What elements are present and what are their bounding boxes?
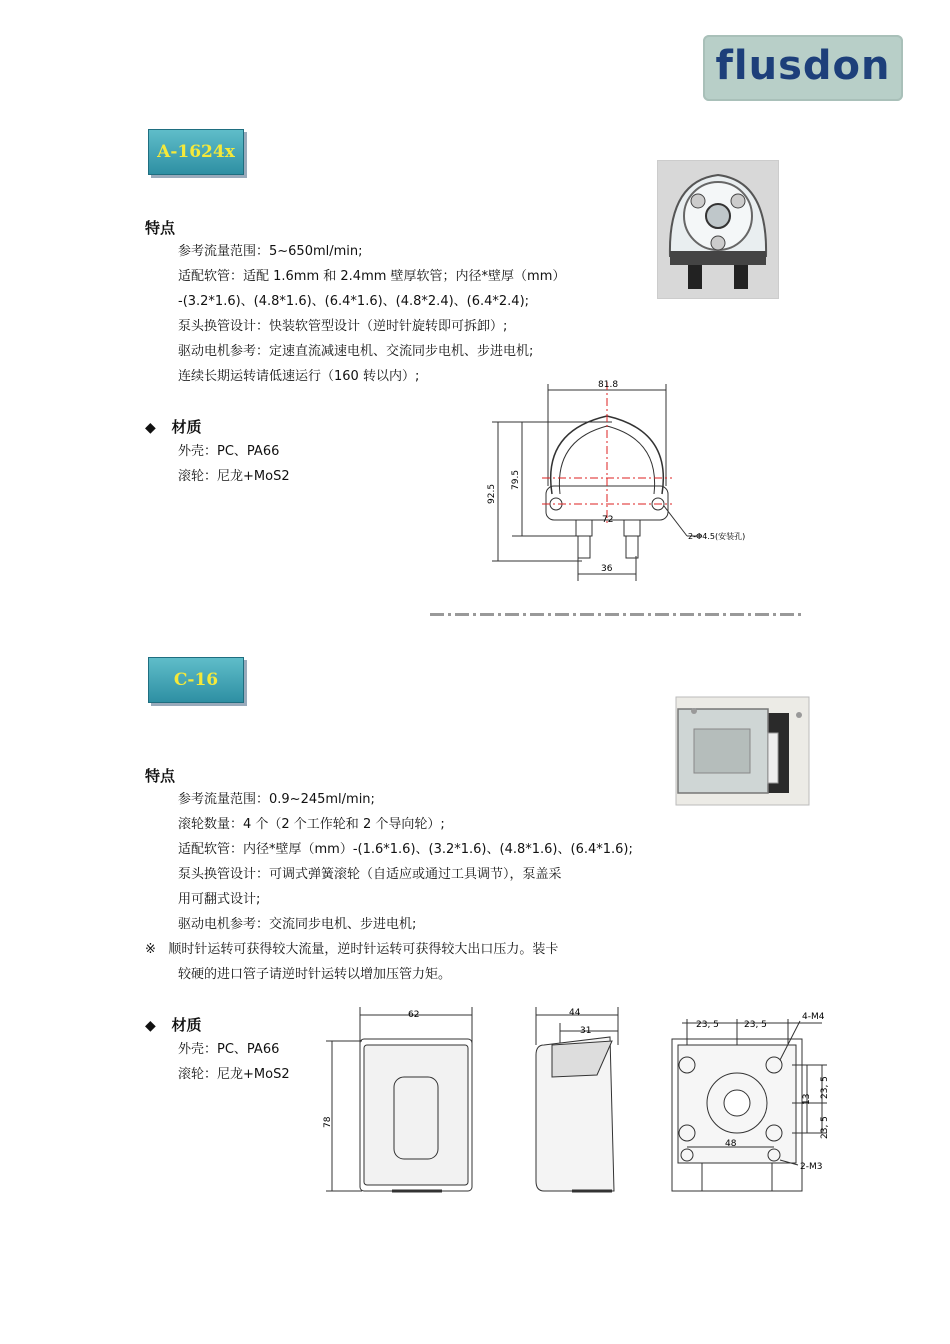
feature-line: 参考流量范围：5~650ml/min; [178, 244, 363, 259]
dimension-label: 23, 5 [820, 1076, 830, 1099]
material-line: 滚轮：尼龙+MoS2 [178, 1067, 290, 1082]
material-list [178, 439, 290, 489]
brand-logo-text: flusdon [715, 43, 891, 89]
feature-line: 驱动电机参考：交流同步电机、步进电机; [178, 917, 417, 932]
feature-line: 参考流量范围：0.9~245ml/min; [178, 792, 375, 807]
section-divider [430, 613, 802, 616]
dimension-label: 36 [601, 564, 613, 574]
dimension-label: 23, 5 [696, 1020, 719, 1030]
feature-line: 适配软管：适配 1.6mm 和 2.4mm 壁厚软管；内径*壁厚（mm） [178, 269, 566, 284]
dimension-label: 78 [323, 1116, 333, 1128]
dimension-label: 62 [408, 1010, 420, 1020]
material-heading: ◆ 材质 [145, 1016, 202, 1034]
material-line: 外壳：PC、PA66 [178, 444, 280, 459]
diamond-bullet-icon: ◆ [145, 420, 156, 436]
diamond-bullet-icon: ◆ [145, 1018, 156, 1034]
features-list [178, 787, 633, 937]
dimension-label: 31 [580, 1026, 592, 1036]
note [145, 937, 558, 987]
note-mark: ※ [145, 942, 156, 957]
feature-line: 用可翻式设计; [178, 892, 261, 907]
material-line: 滚轮：尼龙+MoS2 [178, 469, 290, 484]
feature-line: 连续长期运转请低速运行（160 转以内）; [178, 369, 420, 384]
product-photo-c16 [674, 693, 811, 810]
dimension-label: 2-M3 [800, 1162, 823, 1172]
feature-line: 泵头换管设计：可调式弹簧滚轮（自适应或通过工具调节），泵盖采 [178, 867, 562, 882]
dimension-label: 81.8 [598, 380, 619, 390]
features-heading: 特点 [145, 219, 176, 237]
dimension-label: 44 [569, 1008, 581, 1018]
dimension-label: 2-Φ4.5(安装孔) [688, 532, 746, 541]
technical-drawing-a1624x [482, 376, 772, 591]
feature-line: -(3.2*1.6)、(4.8*1.6)、(6.4*1.6)、(4.8*2.4)、(6.4*2.4); [178, 294, 530, 309]
material-line: 外壳：PC、PA66 [178, 1042, 280, 1057]
dimension-label: 48 [725, 1139, 737, 1149]
note-line: 顺时针运转可获得较大流量，逆时针运转可获得较大出口压力。装卡 [168, 942, 559, 957]
dimension-label: 23, 5 [820, 1116, 830, 1139]
note-line: 较硬的进口管子请逆时针运转以增加压管力矩。 [178, 967, 452, 982]
feature-line: 滚轮数量：4 个（2 个工作轮和 2 个导向轮）; [178, 817, 445, 832]
feature-line: 驱动电机参考：定速直流减速电机、交流同步电机、步进电机; [178, 344, 534, 359]
dimension-label: 13 [802, 1093, 812, 1105]
model-badge-c16: C-16 [148, 657, 244, 703]
features-list [178, 239, 565, 389]
dimension-label: 79.5 [511, 469, 521, 490]
dimension-label: 23, 5 [744, 1020, 767, 1030]
dimension-label: 4-M4 [802, 1012, 825, 1022]
technical-drawing-c16 [322, 1005, 852, 1200]
dimension-label: 72 [602, 515, 614, 525]
features-heading: 特点 [145, 767, 176, 785]
model-badge-a1624x: A-1624x [148, 129, 244, 175]
material-list [178, 1037, 290, 1087]
material-heading: ◆ 材质 [145, 418, 202, 436]
feature-line: 适配软管：内径*壁厚（mm）-(1.6*1.6)、(3.2*1.6)、(4.8*1.6)、(6.4*1.6); [178, 842, 633, 857]
brand-logo [703, 35, 903, 101]
product-photo-a1624x [657, 160, 779, 299]
dimension-label: 92.5 [487, 483, 497, 504]
feature-line: 泵头换管设计：快装软管型设计（逆时针旋转即可拆卸）; [178, 319, 508, 334]
